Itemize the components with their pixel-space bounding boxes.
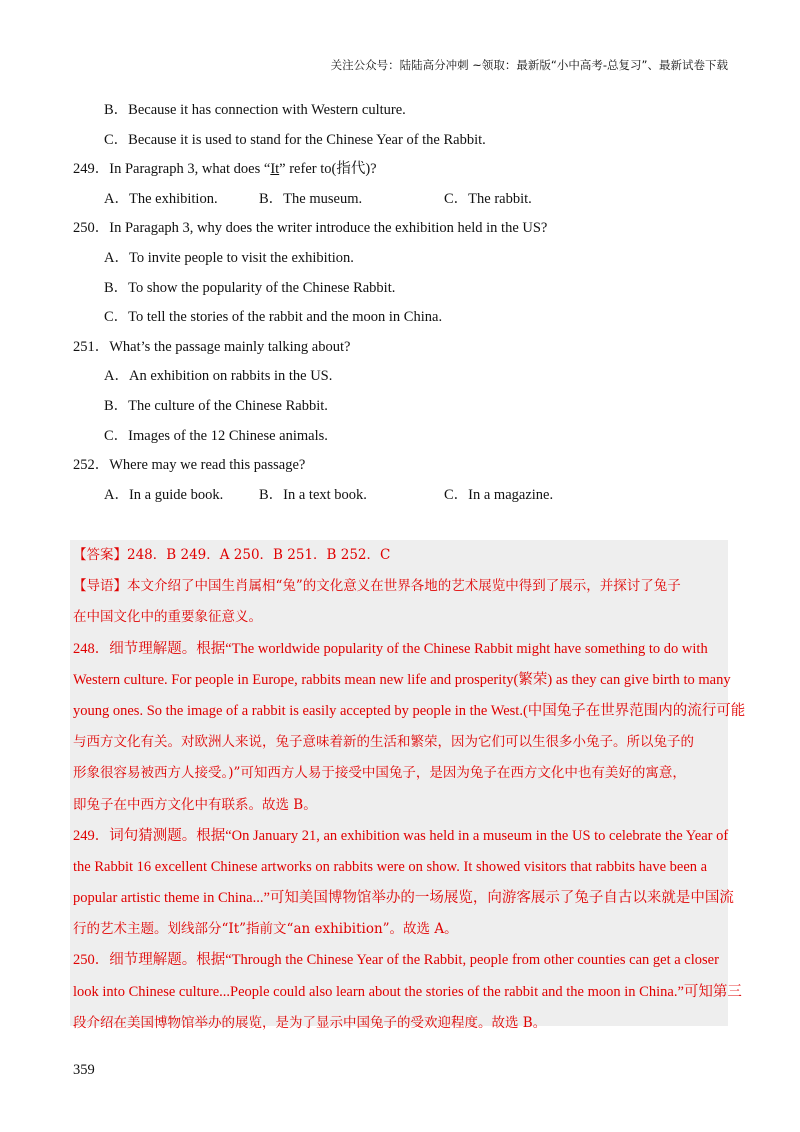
q249-option-c: C．The rabbit. [444,190,532,207]
q250-option-b: B．To show the popularity of the Chinese Rabbit. [104,279,396,296]
q252-option-b: B．In a text book. [259,486,367,503]
explanation-249-line-2: the Rabbit 16 excellent Chinese artworks on rabbits were on show. It showed visitors that rabbits have been a [73,858,708,875]
q249-option-b: B．The museum. [259,190,363,207]
intro-line-1: 【导语】本文介绍了中国生肖属相“兔”的文化意义在世界各地的艺术展览中得到了展示，并探讨了兔子 [73,578,681,595]
explanation-248-line-2: Western culture. For people in Europe, rabbits mean new life and prosperity(繁荣) as they can give birth to many [73,671,731,688]
intro-line-2: 在中国文化中的重要象征意义。 [73,609,262,626]
explanation-250-line-3: 段介绍在美国博物馆举办的展览，是为了显示中国兔子的受欢迎程度。故选 B。 [73,1014,547,1031]
q249-underlined-it: It [270,161,280,178]
q248-option-b: B．Because it has connection with Western culture. [104,102,406,118]
q252-option-c: C．In a magazine. [444,486,554,503]
page-number: 359 [73,1062,95,1078]
explanation-248-line-3: young ones. So the image of a rabbit is easily accepted by people in the West.(中国兔子在世界范围内的流行可能 [73,702,746,719]
explanation-248-line-5: 形象很容易被西方人接受。)”可知西方人易于接受中国兔子，是因为兔子在西方文化中也有美好的寓意， [73,765,686,782]
answer-key: 【答案】248．B 249．A 250．B 251．B 252．C [73,547,391,563]
q251-stem: 251．What’s the passage mainly talking about? [73,338,351,355]
explanation-250-line-1: 250．细节理解题。根据“Through the Chinese Year of the Rabbit, people from other counties can get a closer [73,952,719,969]
q251-option-a: A．An exhibition on rabbits in the US. [104,368,333,385]
page-header: 关注公众号：陆陆高分冲刺 ~领取：最新版“小中高考-总复习”、最新试卷下载 [330,58,728,72]
q252-stem: 252．Where may we read this passage? [73,457,306,474]
q250-stem: 250．In Paragaph 3, why does the writer introduce the exhibition held in the US? [73,220,548,237]
q251-option-c: C．Images of the 12 Chinese animals. [104,427,328,444]
q249-options [73,185,733,215]
q252-options [73,481,733,511]
explanation-250-line-2: look into Chinese culture...People could also learn about the stories of the rabbit and the moon in China.”可知第三 [73,983,742,1000]
explanation-248-line-1: 248．细节理解题。根据“The worldwide popularity of the Chinese Rabbit might have something to do with [73,640,708,657]
q249-option-a: A．The exhibition. [104,190,218,207]
explanation-249-line-3: popular artistic theme in China...”可知美国博物馆举办的一场展览，向游客展示了兔子自古以来就是中国流 [73,890,734,907]
q251-option-b: B．The culture of the Chinese Rabbit. [104,397,328,414]
q248-option-c: C．Because it is used to stand for the Chinese Year of the Rabbit. [104,131,486,148]
q250-option-c: C．To tell the stories of the rabbit and the moon in China. [104,309,443,326]
q250-option-a: A．To invite people to visit the exhibition. [104,249,354,266]
q249-stem-post: ” refer to(指代)? [279,161,377,178]
q249-stem-pre: 249．In Paragraph 3, what does “ [73,161,271,178]
q249-stem [73,155,733,185]
explanation-248-line-6: 即兔子在中西方文化中有联系。故选 B。 [73,796,317,813]
q252-option-a: A．In a guide book. [104,486,224,503]
explanation-248-line-4: 与西方文化有关。对欧洲人来说，兔子意味着新的生活和繁荣，因为它们可以生很多小兔子。所以兔子的 [73,734,694,751]
questions-section [73,96,733,510]
explanation-249-line-1: 249．词句猜测题。根据“On January 21, an exhibition was held in a museum in the US to celebrate the Year of [73,827,729,844]
explanation-249-line-4: 行的艺术主题。划线部分“It”指前文“an exhibition”。故选 A。 [73,921,458,938]
answer-explanation-box [70,540,746,1031]
